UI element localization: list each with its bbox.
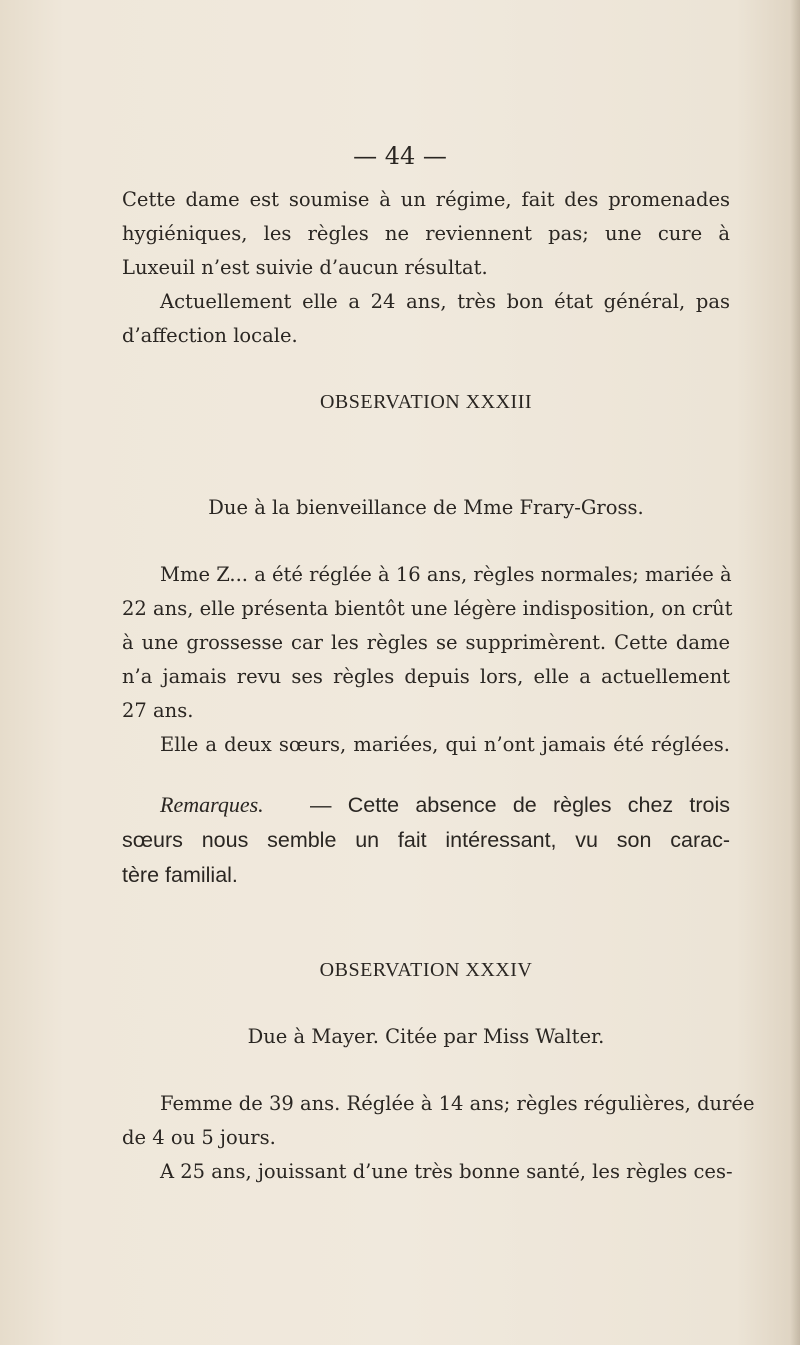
text-line: Cette dame est soumise à un régime, fait des promenades [122,188,730,211]
text-line: 27 ans. [122,699,194,722]
page-edge-shadow [790,0,800,1345]
page-number: — 44 — [353,142,447,170]
remarks-line: tère familial. [122,863,238,887]
remarks-label: Remarques. [160,792,264,817]
text-line: 22 ans, elle présenta bientôt une légère indisposition, on crût [122,597,733,620]
text-line: Femme de 39 ans. Réglée à 14 ans; règles régulières, durée [160,1092,755,1115]
remarks-line: sœurs nous semble un fait intéressant, vu son carac- [122,828,730,852]
text-line: Mme Z... a été réglée à 16 ans, règles normales; mariée à [160,563,732,586]
observation-attribution: Due à Mayer. Citée par Miss Walter. [247,1025,605,1048]
text-line: Luxeuil n’est suivie d’aucun résultat. [122,256,488,279]
text-line: à une grossesse car les règles se supprimèrent. Cette dame [122,631,730,654]
text-line: Actuellement elle a 24 ans, très bon état général, pas [160,290,730,313]
remarks-line: — Cette absence de règles chez trois [310,793,730,817]
text-line: de 4 ou 5 jours. [122,1126,276,1149]
observation-title: OBSERVATION XXXIV [319,959,533,981]
text-line: d’affection locale. [122,324,298,347]
text-line: n’a jamais revu ses règles depuis lors, elle a actuellement [122,665,730,688]
observation-attribution: Due à la bienveillance de Mme Frary-Gross. [208,496,644,519]
text-line: A 25 ans, jouissant d’une très bonne santé, les règles ces- [160,1160,733,1183]
observation-title: OBSERVATION XXXIII [319,391,533,413]
text-line: hygiéniques, les règles ne reviennent pas; une cure à [122,222,730,245]
text-line: Elle a deux sœurs, mariées, qui n’ont jamais été réglées. [160,733,730,756]
